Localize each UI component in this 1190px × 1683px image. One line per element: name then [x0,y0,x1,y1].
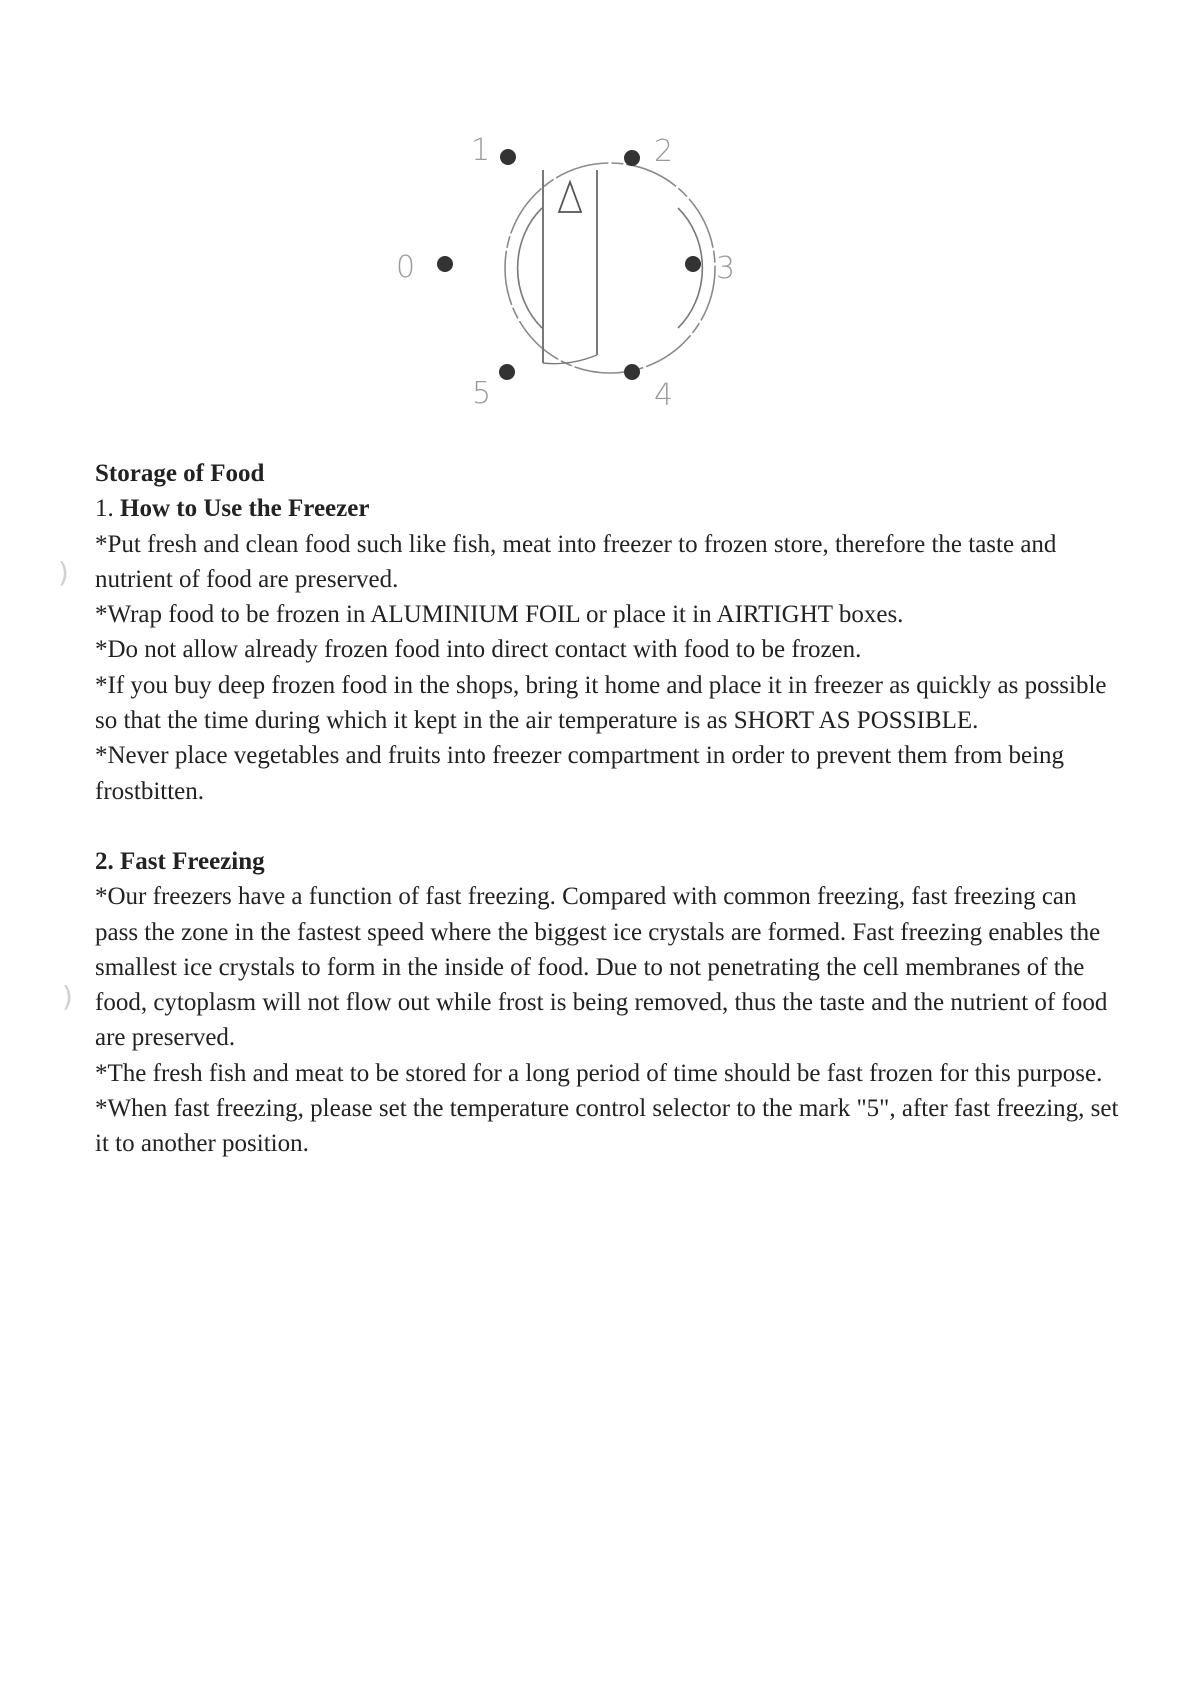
dial-label-1: 1 [471,133,491,168]
fast-freezing-paragraph-2: *The fresh fish and meat to be stored for a long period of time should be fast frozen for this purpose. [95,1059,1103,1087]
dial-label-2: 2 [654,134,674,169]
freezer-paragraph-1: *Put fresh and clean food such like fish, meat into freezer to frozen store, therefore the taste and nutrient of food are preserved. [95,530,1057,593]
position-dot-1 [500,149,516,165]
subsection-heading-fast-freezing: 2. Fast Freezing [95,847,265,875]
dial-label-5: 5 [472,376,492,411]
position-dot-3 [685,256,701,272]
subsection-heading-freezer [95,491,1125,526]
position-dot-2 [624,150,640,166]
dial-label-0: 0 [396,250,416,285]
position-dot-0 [437,256,453,272]
dial-svg [396,130,800,450]
fast-freezing-paragraph-3: *When fast freezing, please set the temperature control selector to the mark "5", after fast freezing, set it to another position. [95,1095,1119,1158]
subsection-heading-text: How to Use the Freezer [120,495,370,523]
position-dot-4 [624,364,640,380]
section-title: Storage of Food [95,460,265,487]
dial-outer-ring [505,163,715,373]
position-dot-5 [499,364,515,380]
freezer-paragraph-2: *Wrap food to be frozen in ALUMINIUM FOIL or place it in AIRTIGHT boxes. [95,601,904,629]
subsection-number: 1. [95,495,114,523]
knob-bar-bottom [543,355,597,364]
document-body [95,456,1125,1162]
pointer-triangle-icon [559,182,581,212]
dial-label-4: 4 [654,378,674,413]
freezer-paragraph-3: *Do not allow already frozen food into direct contact with food to be frozen. [95,636,862,664]
fast-freezing-paragraph-1: *Our freezers have a function of fast freezing. Compared with common freezing, fast freezing can pass the zone in the fastest speed where the biggest ice crystals are formed. Fast freezing enables the smallest ice crystals to form in the inside of food. Due to not penetrating the cell membranes of the food, cytoplasm will not flow out while frost is being removed, thus the taste and the nutrient of food are preserved. [95,883,1108,1052]
scan-mark: ) [58,556,69,589]
freezer-paragraph-4: *If you buy deep frozen food in the shops, bring it home and place it in freezer as quickly as possible so that the time during which it kept in the air temperature is as SHORT AS POSSIBLE. [95,671,1107,735]
section-spacer [95,809,1125,844]
freezer-paragraph-5: *Never place vegetables and fruits into freezer compartment in order to prevent them from being frostbitten. [95,742,1065,805]
dial-label-3: 3 [716,251,736,286]
scan-mark: ) [62,980,73,1013]
temperature-dial-diagram [396,130,800,450]
dial-inner-arc-left [518,208,542,328]
